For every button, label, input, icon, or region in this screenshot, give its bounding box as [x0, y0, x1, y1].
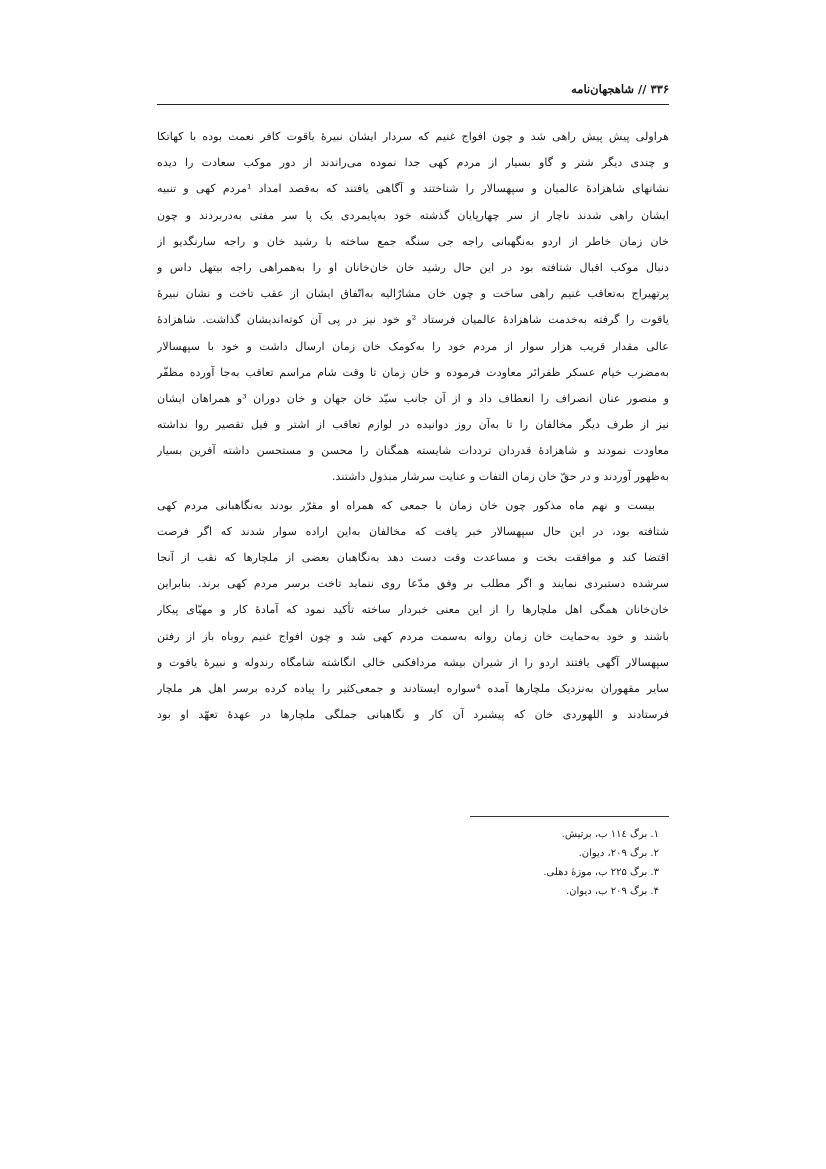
- text-line: سایر مقهوران به‌نزدیک ملچارها آمده ⁴سواره ایستادند و جمعی‌کثیر را پیاده کرده برسر اهل هر ملچار: [157, 681, 669, 695]
- header-title: ۳۳۶ // شاهجهان‌نامه: [571, 82, 669, 96]
- text-line: نشانهای شاهزادهٔ عالمیان و سپهسالار را شناختند و آگاهی یافتند که به‌قصد امداد ¹مردم کهی و تنبیه: [157, 182, 669, 196]
- footnotes: [369, 825, 669, 901]
- paragraph-2: [157, 493, 669, 729]
- text-line: شتافته بود، در این حال سپهسالار خبر یافت که مخالفان به‌این اراده سوار شدند که اگر فرصت: [157, 524, 669, 538]
- text-line: به‌ظهور آوردند و در حقّ خان زمان التفات و عنایت سرشار مبذول داشتند.: [331, 470, 669, 484]
- footnote-divider: [470, 816, 669, 817]
- text-line: نیز از طرف دیگر مخالفان را تا به‌آن روز دوانیده در لوازم تعاقب از اشتر و فیل تقصیر روا نداشته: [157, 418, 669, 432]
- text-line: بیست و نهم ماه مذکور چون خان زمان با جمعی که همراه او مقرّر بودند به‌نگاهبانی مردم کهی: [157, 498, 655, 512]
- page-header: [157, 70, 669, 105]
- text-line: اقتضا کند و موافقت بخت و مساعدت وقت دست دهد به‌نگاهبان بعضی از ملچارها که نقب از آنجا: [157, 551, 669, 564]
- text-line: به‌مضرب خیام عسکر ظفرائر معاودت فرموده و خان زمان تا وقت شام مراسم تعاقب به‌جا آورده مظفّر: [157, 365, 669, 379]
- text-line: پرتهیراج به‌تعاقب غنیم راهی ساخت و چون خان مشارٌالیه به‌اتّفاق ایشان از عقب تاخت و نشان نبیرهٔ: [157, 287, 669, 301]
- text-line: فرستادند و اللهوردی خان که پیشبرد آن کار و نگاهبانی جملگی ملچارها در عهدهٔ تعهّد او بود: [157, 708, 669, 722]
- text-line: ایشان راهی شدند ناچار از سر چهارپایان گذشته خود به‌پایمردی یک پا سر مفتی به‌دربردند و چون: [157, 208, 669, 222]
- text-line: عالی مقدار قریب هزار سوار از مردم خود را به‌کومک خان زمان ارسال داشت و خود با سپهسالار: [157, 339, 669, 353]
- footnote: ۴. برگ ۲۰۹ ب، دیوان.: [566, 886, 659, 897]
- text-line: باشند و خود به‌حمایت خان زمان روانه به‌سمت مردم کهی شد و چون افواج غنیم روباه باز از رفتن: [157, 629, 669, 643]
- text-line: خان زمان خاطر از اردو به‌نگهبانی راجه جی سنگه جمع ساخته با رشید خان و راجه سارنگدیو از: [157, 234, 669, 248]
- text-line: دنبال موکب اقبال شتافته بود در این حال رشید خان خان‌خانان او را به‌همراهی راجه بیتهل داس و: [157, 260, 669, 274]
- text-line: هراولی پیش پیش راهی شد و چون افواج غنیم که سردار ایشان نبیرهٔ یاقوت کافر نعمت بوده با کهاتکا: [157, 130, 669, 143]
- footnote: ۳. برگ ۲۲۵ ب، موزهٔ دهلی.: [543, 867, 659, 878]
- text-line: سپهسالار آگهی یافتند اردو را از شیران بیشه مردافکنی خالی انگاشته شامگاه رندوله و نبیرهٔ یاقوت و: [157, 655, 669, 669]
- text-line: و چندی دیگر شتر و گاو بسیار از مردم کهی جدا نموده می‌راندند از دور موکب سعادت را دیده: [157, 156, 669, 170]
- text-line: معاودت نمودند و شاهزادهٔ قدردان ترددات شایسته همگنان را محسن و مستحسن داشته آفرین بسیار: [157, 444, 669, 458]
- text-line: سرشده دستبردی نمایند و اگر مطلب بر وفق مدّعا روی ننماید تاخت برسر مردم کهی برند. بنابراین: [157, 577, 669, 591]
- footnote: ۲. برگ ۲۰۹، دیوان.: [578, 848, 659, 859]
- text-line: خان‌خانان همگی اهل ملچارها را از این معنی خبردار ساخته تأکید نمود که آمادهٔ کار و مهیّای پیکار: [157, 603, 669, 617]
- text-line: و منصور عنان انصراف را انعطاف داد و از آن جانب سیّد خان جهان و خان دوران ³و همراهان ایشان: [157, 391, 669, 405]
- paragraph-1: [157, 124, 669, 491]
- body-text: [157, 124, 669, 728]
- text-line: یاقوت را گرفته به‌خدمت شاهزادهٔ عالمیان فرستاد ²و خود نیز در پی آن کوته‌اندیشان گذاشت. شاهزادهٔ: [157, 313, 669, 327]
- footnote: ۱. برگ ۱۱٤ ب، برتیش.: [561, 829, 659, 840]
